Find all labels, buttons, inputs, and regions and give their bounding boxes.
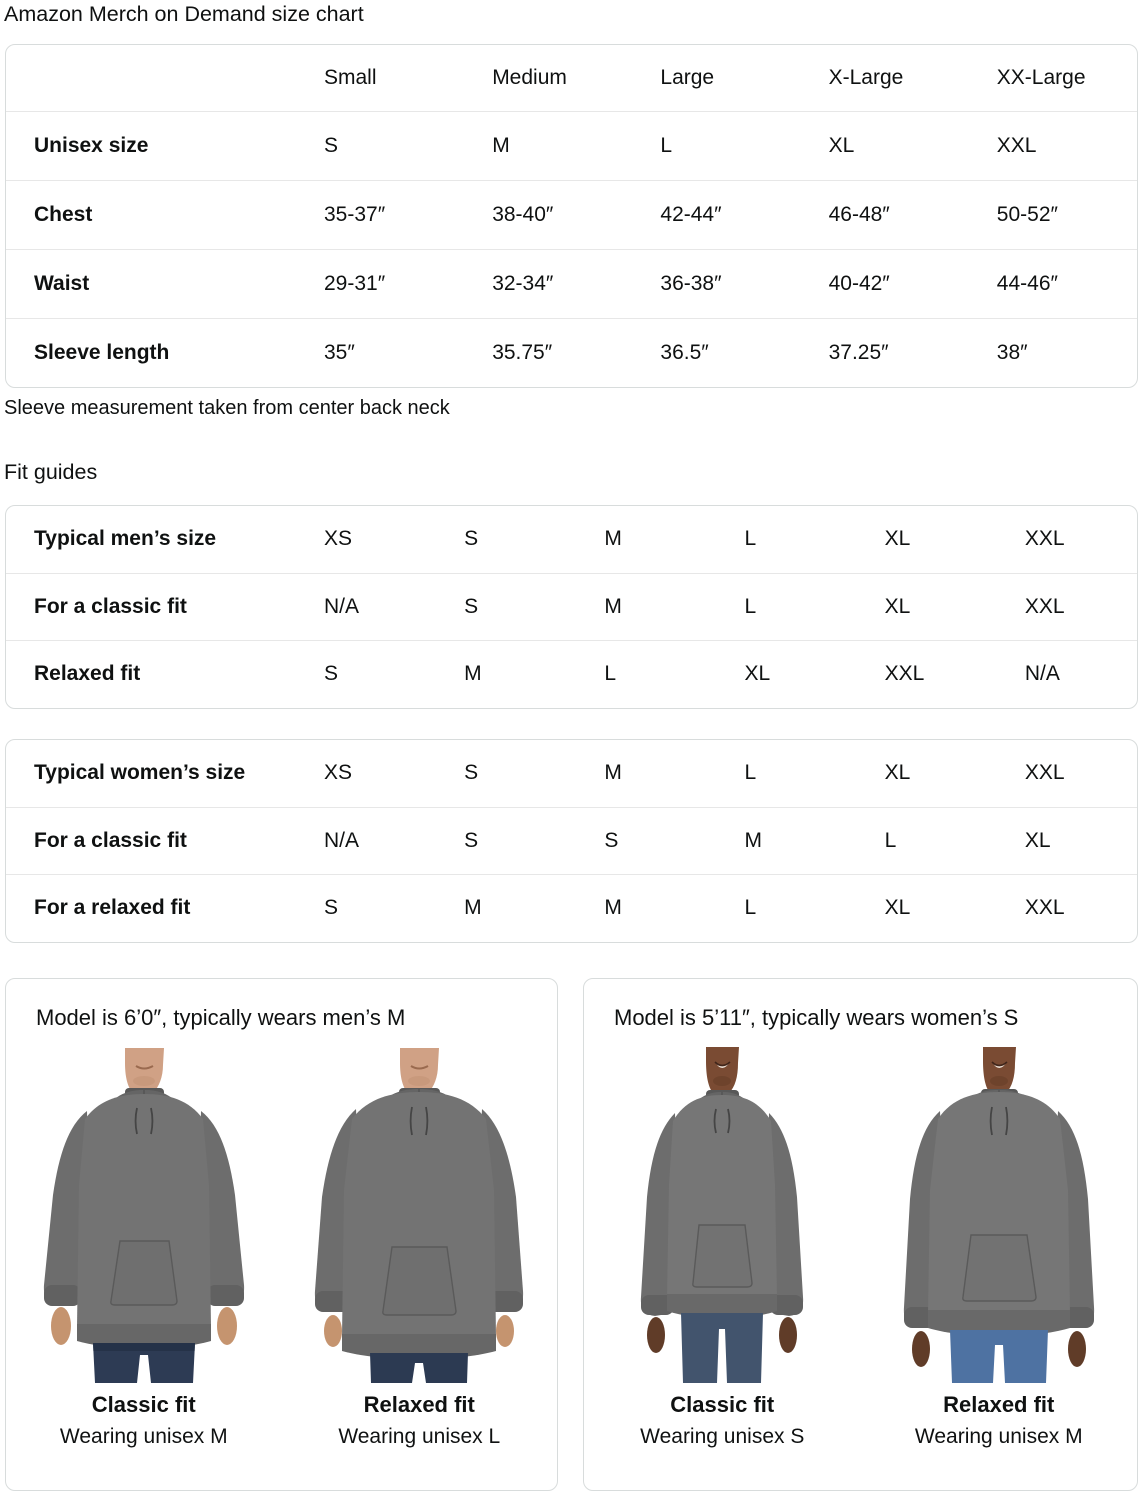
table-row xyxy=(6,573,1137,641)
cell-value: S xyxy=(464,828,479,852)
table-row xyxy=(6,318,1137,387)
cell-value: 36.5″ xyxy=(660,341,709,364)
womens-relaxed-fit-photo xyxy=(886,1045,1112,1383)
model-figure xyxy=(584,1045,861,1449)
cell-value: M xyxy=(492,134,510,157)
wearing-label: Wearing unisex M xyxy=(914,1425,1083,1448)
cell-value: S xyxy=(324,134,339,157)
row-label: Relaxed fit xyxy=(34,662,141,686)
womens-model-panel xyxy=(583,978,1138,1491)
cell-value: 40-42″ xyxy=(828,272,890,295)
cell-value: N/A xyxy=(324,594,360,618)
table-row xyxy=(6,874,1137,942)
cell-value: XXL xyxy=(884,662,925,686)
cell-value: M xyxy=(604,527,622,551)
cell-value: L xyxy=(744,761,757,785)
fit-guides-heading: Fit guides xyxy=(4,460,98,484)
cell-value: M xyxy=(744,828,762,852)
cell-value: M xyxy=(464,662,482,686)
row-label: For a classic fit xyxy=(34,828,187,852)
sleeve-footnote: Sleeve measurement taken from center back neck xyxy=(4,397,450,419)
panel-title: Model is 6’0″, typically wears men’s M xyxy=(36,1005,406,1030)
cell-value: L xyxy=(744,896,757,920)
cell-value: L xyxy=(884,828,897,852)
cell-value: M xyxy=(604,594,622,618)
cell-value: S xyxy=(324,662,339,686)
column-header: Small xyxy=(324,66,377,89)
row-label: Waist xyxy=(34,272,90,295)
panel-title: Model is 5’11″, typically wears women’s S xyxy=(614,1005,1019,1030)
cell-value: S xyxy=(604,828,619,852)
fit-name-label: Classic fit xyxy=(670,1392,775,1417)
cell-value: M xyxy=(604,761,622,785)
mens-fit-table xyxy=(5,505,1138,709)
column-header: X-Large xyxy=(828,66,904,89)
column-header: XX-Large xyxy=(996,66,1086,89)
row-label: For a classic fit xyxy=(34,594,187,618)
row-label: Unisex size xyxy=(34,134,149,157)
cell-value: S xyxy=(464,527,479,551)
page-title: Amazon Merch on Demand size chart xyxy=(4,2,364,26)
cell-value: XXL xyxy=(996,134,1037,157)
cell-value: XXL xyxy=(1024,594,1065,618)
cell-value: XS xyxy=(324,527,353,551)
column-header: Medium xyxy=(492,66,567,89)
row-label: Typical women’s size xyxy=(34,761,246,785)
cell-value: XL xyxy=(744,662,771,686)
row-label: Sleeve length xyxy=(34,341,170,364)
fit-name-label: Classic fit xyxy=(91,1392,196,1417)
cell-value: XL xyxy=(884,594,911,618)
womens-fit-table xyxy=(5,739,1138,943)
model-figure xyxy=(861,1045,1138,1449)
table-row xyxy=(6,249,1137,318)
row-label: Typical men’s size xyxy=(34,527,217,551)
mens-model-panel xyxy=(5,978,558,1491)
cell-value: N/A xyxy=(324,828,360,852)
fit-name-label: Relaxed fit xyxy=(943,1392,1055,1417)
cell-value: XXL xyxy=(1024,761,1065,785)
cell-value: 50-52″ xyxy=(996,203,1058,226)
cell-value: 35-37″ xyxy=(324,203,386,226)
table-row xyxy=(6,180,1137,249)
cell-value: XL xyxy=(884,527,911,551)
table-row xyxy=(6,111,1137,180)
table-row xyxy=(6,506,1137,573)
cell-value: L xyxy=(744,527,757,551)
size-chart-header-row xyxy=(6,45,1137,111)
row-label: For a relaxed fit xyxy=(34,896,191,920)
cell-value: N/A xyxy=(1024,662,1060,686)
model-figure xyxy=(282,1045,558,1449)
mens-relaxed-fit-photo xyxy=(306,1045,532,1383)
table-row xyxy=(6,807,1137,875)
cell-value: L xyxy=(660,134,673,157)
column-header: Large xyxy=(660,66,715,89)
cell-value: M xyxy=(604,896,622,920)
cell-value: 37.25″ xyxy=(828,341,889,364)
wearing-label: Wearing unisex S xyxy=(640,1425,805,1448)
fit-name-label: Relaxed fit xyxy=(363,1392,475,1417)
cell-value: S xyxy=(464,761,479,785)
cell-value: XL xyxy=(884,761,911,785)
cell-value: 36-38″ xyxy=(660,272,722,295)
womens-classic-fit-photo xyxy=(609,1045,835,1383)
cell-value: 42-44″ xyxy=(660,203,722,226)
mens-classic-fit-photo xyxy=(31,1045,257,1383)
table-row xyxy=(6,640,1137,708)
table-row xyxy=(6,740,1137,807)
size-chart-table xyxy=(5,44,1138,388)
wearing-label: Wearing unisex M xyxy=(59,1425,228,1448)
cell-value: XXL xyxy=(1024,896,1065,920)
cell-value: XS xyxy=(324,761,353,785)
cell-value: XL xyxy=(884,896,911,920)
model-figure xyxy=(6,1045,282,1449)
cell-value: 32-34″ xyxy=(492,272,554,295)
cell-value: 46-48″ xyxy=(828,203,890,226)
cell-value: XL xyxy=(828,134,855,157)
cell-value: L xyxy=(604,662,617,686)
row-label: Chest xyxy=(34,203,93,226)
cell-value: 38″ xyxy=(996,341,1028,364)
cell-value: 35.75″ xyxy=(492,341,553,364)
cell-value: 35″ xyxy=(324,341,355,364)
cell-value: L xyxy=(744,594,757,618)
cell-value: 38-40″ xyxy=(492,203,554,226)
cell-value: M xyxy=(464,896,482,920)
cell-value: S xyxy=(324,896,339,920)
cell-value: S xyxy=(464,594,479,618)
cell-value: 44-46″ xyxy=(996,272,1058,295)
wearing-label: Wearing unisex L xyxy=(338,1425,501,1448)
cell-value: 29-31″ xyxy=(324,272,386,295)
cell-value: XXL xyxy=(1024,527,1065,551)
cell-value: XL xyxy=(1024,828,1051,852)
